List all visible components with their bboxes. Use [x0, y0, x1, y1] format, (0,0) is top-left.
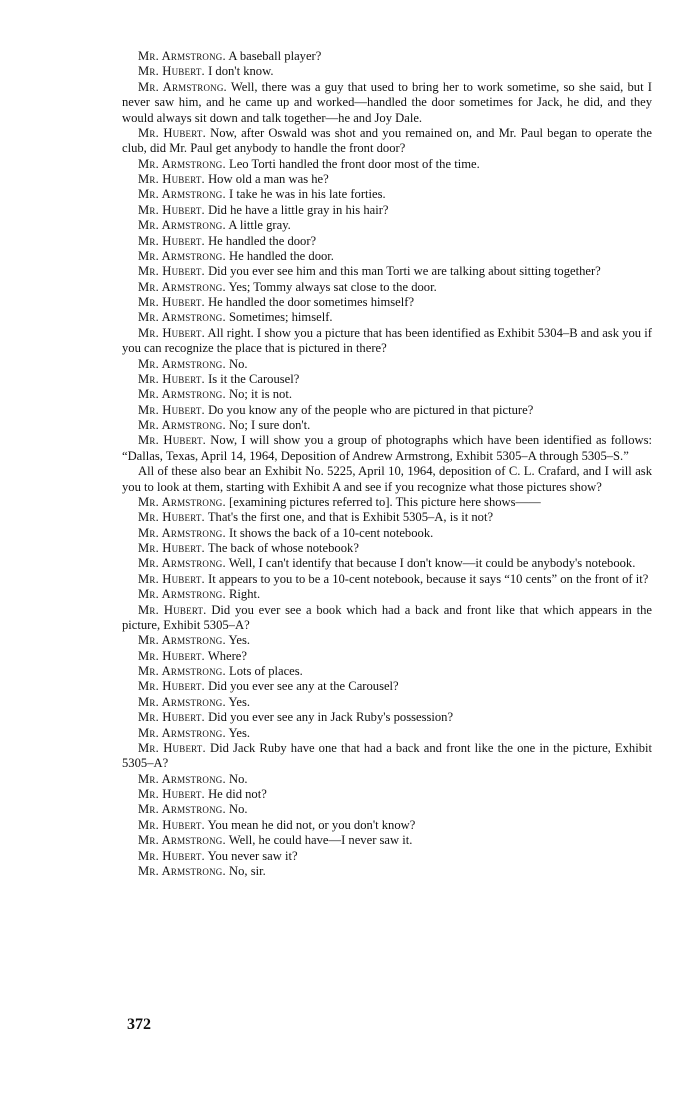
speaker-name: Mr. Armstrong.: [138, 356, 226, 371]
transcript-paragraph: [122, 80, 652, 126]
speaker-name: Mr. Hubert.: [138, 125, 206, 140]
speech-text: Yes.: [228, 694, 251, 709]
speech-text: Did you ever see a book which had a back and front like that which appears in the picture, Exhibit 5305–A?: [122, 602, 652, 632]
speech-text: Yes.: [228, 725, 251, 740]
speaker-name: Mr. Armstrong.: [138, 725, 226, 740]
speaker-name: Mr. Armstrong.: [138, 664, 226, 678]
speech-text: A little gray.: [228, 218, 291, 233]
speech-text: Leo Torti handled the front door most of the time.: [229, 156, 480, 171]
speech-text: Is it the Carousel?: [208, 371, 300, 386]
speaker-name: Mr. Armstrong.: [138, 49, 226, 63]
transcript-paragraph: [122, 510, 652, 525]
speaker-name: Mr. Armstrong.: [138, 833, 226, 848]
transcript-paragraph: [122, 664, 652, 679]
speech-text: Yes.: [228, 633, 251, 648]
transcript-paragraph: [122, 433, 652, 464]
speaker-name: Mr. Hubert.: [138, 295, 205, 309]
speech-text: Do you know any of the people who are pictured in that picture?: [208, 402, 534, 417]
speaker-name: Mr. Armstrong.: [138, 556, 226, 571]
transcript-paragraph: [122, 726, 652, 741]
speaker-name: Mr. Armstrong.: [138, 694, 226, 709]
speech-text: Now, I will show you a group of photographs which have been identified as follows: “Dallas, Texas, April 14, 1964, Deposition of Andrew Armstrong, Exhibit 5305–A through 5305–S.”: [122, 433, 652, 463]
transcript-paragraph: [122, 587, 652, 602]
speech-text: Well, he could have—I never saw it.: [228, 833, 413, 848]
speaker-name: Mr. Hubert.: [138, 710, 205, 725]
speaker-name: Mr. Armstrong.: [138, 802, 226, 817]
speech-text: Now, after Oswald was shot and you remained on, and Mr. Paul began to operate the club, did Mr. Paul get anybody to handle the front door?: [122, 125, 652, 156]
transcript-paragraph: [122, 234, 652, 249]
speech-text: Did he have a little gray in his hair?: [208, 202, 389, 217]
speaker-name: Mr. Hubert.: [138, 848, 205, 863]
transcript-paragraph: [122, 787, 652, 802]
transcript-paragraph: [122, 126, 652, 157]
transcript-paragraph: [122, 833, 652, 848]
transcript-paragraph: [122, 849, 652, 864]
speech-text: I take he was in his late forties.: [229, 187, 386, 202]
speech-text: Sometimes; himself.: [229, 310, 333, 325]
speech-text: Right.: [229, 587, 261, 602]
speaker-name: Mr. Hubert.: [138, 541, 205, 555]
speech-text: Did you ever see any at the Carousel?: [208, 679, 399, 694]
speech-text: No.: [229, 802, 248, 817]
speaker-name: Mr. Armstrong.: [138, 310, 226, 325]
transcript-paragraph: [122, 157, 652, 172]
transcript-paragraph: [122, 633, 652, 648]
transcript-paragraph: [122, 326, 652, 357]
speech-text: All right. I show you a picture that has been identified as Exhibit 5304–B and ask you if you can recognize the place that is pictured in there?: [122, 325, 652, 356]
transcript-paragraph: [122, 280, 652, 295]
speech-text: It appears to you to be a 10-cent notebook, because it says “10 cents” on the front of it?: [208, 571, 649, 586]
transcript-paragraph: [122, 495, 652, 510]
speaker-name: Mr. Hubert.: [138, 571, 205, 586]
speaker-name: Mr. Armstrong.: [138, 771, 226, 786]
speech-text: [examining pictures referred to]. This picture here shows——: [229, 494, 541, 509]
transcript-paragraph: [122, 49, 652, 64]
transcript-paragraph: [122, 572, 652, 587]
transcript-paragraph: [122, 679, 652, 694]
transcript-paragraph: [122, 418, 652, 433]
speech-text: Where?: [207, 648, 247, 663]
speaker-name: Mr. Hubert.: [138, 433, 207, 448]
speaker-name: Mr. Hubert.: [138, 264, 205, 279]
speech-text: That's the first one, and that is Exhibit 5305–A, is it not?: [207, 510, 494, 525]
transcript-paragraph: [122, 310, 652, 325]
speech-text: Lots of places.: [229, 664, 303, 678]
transcript-paragraph: [122, 541, 652, 556]
speaker-name: Mr. Armstrong.: [138, 187, 226, 202]
transcript-paragraph: [122, 464, 652, 495]
speaker-name: Mr. Hubert.: [138, 402, 205, 417]
transcript-paragraph: [122, 556, 652, 571]
speaker-name: Mr. Hubert.: [138, 648, 205, 663]
speech-text: All of these also bear an Exhibit No. 5225, April 10, 1964, deposition of C. L. Crafard, and I will ask you to look at them, starting with Exhibit A and see if you recognize what those pictures show?: [122, 464, 652, 494]
speaker-name: Mr. Armstrong.: [138, 863, 226, 878]
speaker-name: Mr. Hubert.: [138, 679, 205, 694]
speaker-name: Mr. Hubert.: [138, 740, 206, 755]
transcript-paragraph: [122, 249, 652, 264]
speaker-name: Mr. Armstrong.: [138, 494, 226, 509]
speech-text: No.: [229, 356, 248, 371]
speech-text: You mean he did not, or you don't know?: [207, 817, 416, 832]
speech-text: Yes; Tommy always sat close to the door.: [228, 279, 437, 294]
transcript-paragraph: [122, 695, 652, 710]
speaker-name: Mr. Hubert.: [138, 64, 205, 79]
speech-text: No; I sure don't.: [229, 418, 311, 432]
speech-text: He handled the door.: [229, 248, 334, 263]
testimony-transcript: [122, 49, 652, 879]
speech-text: Did Jack Ruby have one that had a back and front like the one in the picture, Exhibit 5305–A?: [122, 740, 653, 771]
speaker-name: Mr. Armstrong.: [138, 418, 226, 432]
speaker-name: Mr. Hubert.: [138, 602, 207, 617]
speaker-name: Mr. Armstrong.: [138, 156, 226, 171]
speaker-name: Mr. Hubert.: [138, 202, 205, 217]
speech-text: You never saw it?: [207, 848, 298, 863]
speaker-name: Mr. Hubert.: [138, 325, 205, 340]
speaker-name: Mr. Armstrong.: [138, 525, 226, 540]
page-number: 372: [127, 1016, 151, 1033]
speech-text: Well, there was a guy that used to bring her to work sometime, so she said, but I never saw him, and he came up and worked—handled the door sometimes for Jack, he did, and they would always sit down and talk together—he and Joy Dale.: [122, 79, 652, 125]
transcript-paragraph: [122, 741, 652, 772]
transcript-paragraph: [122, 387, 652, 402]
speech-text: He handled the door sometimes himself?: [208, 295, 415, 309]
transcript-paragraph: [122, 403, 652, 418]
speech-text: No; it is not.: [229, 387, 292, 402]
speaker-name: Mr. Armstrong.: [138, 248, 226, 263]
speaker-name: Mr. Armstrong.: [138, 633, 226, 648]
speech-text: It shows the back of a 10-cent notebook.: [229, 525, 434, 540]
speaker-name: Mr. Hubert.: [138, 233, 205, 248]
speaker-name: Mr. Hubert.: [138, 510, 205, 525]
speaker-name: Mr. Armstrong.: [138, 587, 226, 602]
speech-text: He did not?: [208, 787, 267, 801]
transcript-paragraph: [122, 772, 652, 787]
speech-text: Did you ever see him and this man Torti we are talking about sitting together?: [208, 264, 601, 279]
transcript-paragraph: [122, 218, 652, 233]
speech-text: Well, I can't identify that because I don't know—it could be anybody's notebook.: [228, 556, 636, 571]
transcript-paragraph: [122, 187, 652, 202]
speech-text: Did you ever see any in Jack Ruby's possession?: [208, 710, 454, 725]
speaker-name: Mr. Armstrong.: [138, 387, 226, 402]
transcript-paragraph: [122, 172, 652, 187]
speech-text: No.: [229, 771, 248, 786]
transcript-paragraph: [122, 818, 652, 833]
transcript-paragraph: [122, 64, 652, 79]
speech-text: The back of whose notebook?: [207, 541, 359, 555]
transcript-paragraph: [122, 802, 652, 817]
speaker-name: Mr. Hubert.: [138, 817, 205, 832]
speech-text: I don't know.: [208, 64, 274, 79]
transcript-paragraph: [122, 526, 652, 541]
speaker-name: Mr. Armstrong.: [138, 279, 226, 294]
speech-text: How old a man was he?: [208, 172, 329, 186]
transcript-paragraph: [122, 710, 652, 725]
transcript-paragraph: [122, 264, 652, 279]
speech-text: He handled the door?: [208, 233, 317, 248]
transcript-paragraph: [122, 864, 652, 879]
speaker-name: Mr. Armstrong.: [138, 218, 226, 233]
speech-text: A baseball player?: [228, 49, 322, 63]
speech-text: No, sir.: [229, 863, 266, 878]
speaker-name: Mr. Hubert.: [138, 787, 205, 801]
transcript-paragraph: [122, 372, 652, 387]
transcript-paragraph: [122, 649, 652, 664]
transcript-paragraph: [122, 357, 652, 372]
transcript-paragraph: [122, 203, 652, 218]
transcript-paragraph: [122, 603, 652, 634]
speaker-name: Mr. Hubert.: [138, 371, 205, 386]
speaker-name: Mr. Hubert.: [138, 172, 205, 186]
transcript-paragraph: [122, 295, 652, 310]
speaker-name: Mr. Armstrong.: [138, 79, 227, 94]
